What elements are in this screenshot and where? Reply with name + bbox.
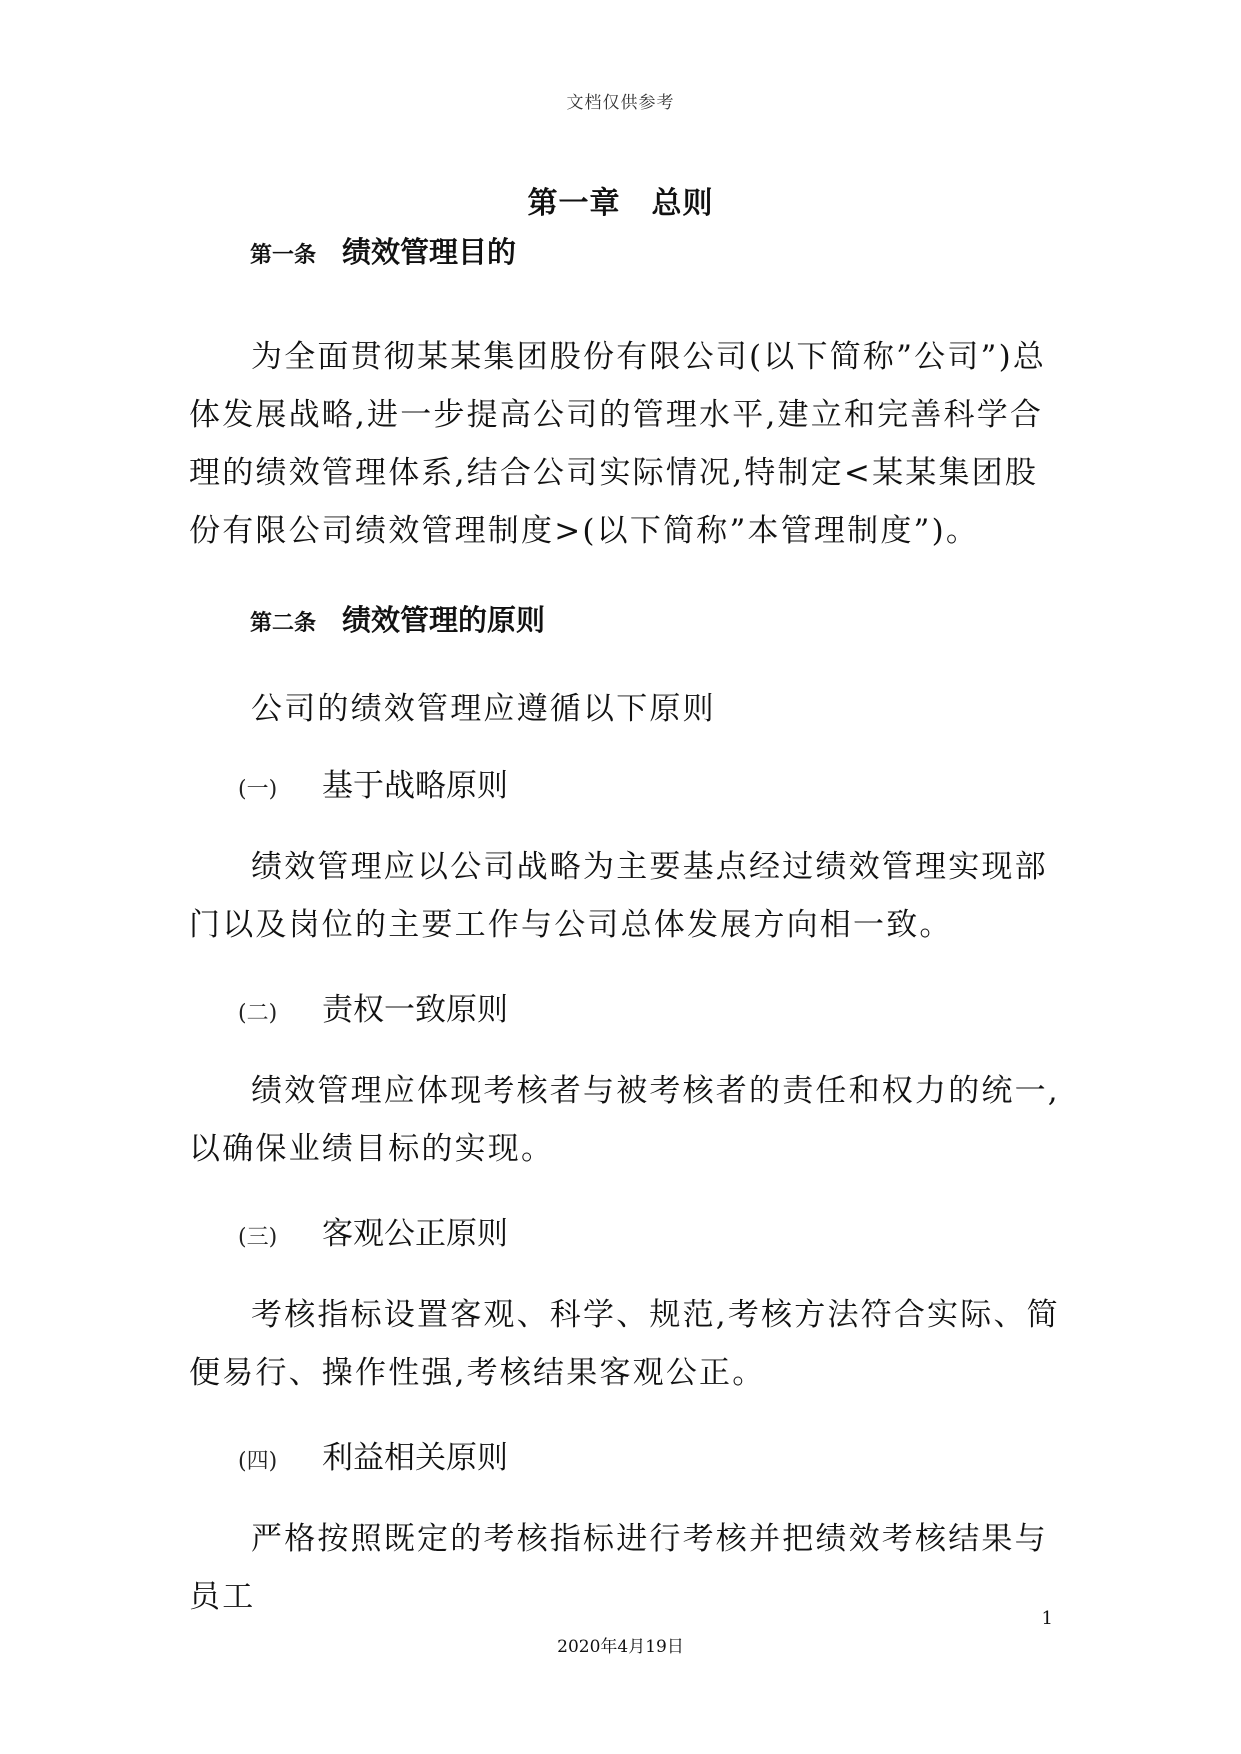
principle-heading-4	[238, 1432, 508, 1477]
article-2-title: 绩效管理的原则	[342, 603, 546, 637]
article-1-paragraph: 为全面贯彻某某集团股份有限公司(以下简称”公司”)总体发展战略,进一步提高公司的管理水平,建立和完善科学合理的绩效管理体系,结合公司实际情况,特制定<某某集团股份有限公司绩效管理制度>(以下简称”本管理制度”)。	[189, 339, 1047, 549]
article-1-number: 第一条	[250, 242, 317, 268]
principle-heading-1	[238, 760, 508, 805]
article-2-intro: 公司的绩效管理应遵循以下原则	[251, 691, 716, 727]
article-1-heading	[250, 230, 516, 271]
article-1-title: 绩效管理目的	[342, 235, 517, 269]
principle-mark-2: (二)	[238, 1001, 278, 1026]
chapter-title: 第一章 总则	[527, 186, 714, 221]
principle-heading-3	[238, 1208, 508, 1253]
page-number: 1	[1041, 1608, 1053, 1629]
principle-title-4: 利益相关原则	[322, 1440, 508, 1476]
principle-mark-4: (四)	[238, 1449, 278, 1474]
principle-text-3: 考核指标设置客观、科学、规范,考核方法符合实际、简便易行、操作性强,考核结果客观公正。	[189, 1297, 1060, 1391]
article-2-number: 第二条	[250, 610, 317, 636]
document-header-note: 文档仅供参考	[566, 93, 675, 113]
principle-title-1: 基于战略原则	[322, 768, 508, 804]
principle-heading-2	[238, 984, 508, 1029]
principle-title-2: 责权一致原则	[322, 992, 508, 1028]
principle-text-4: 严格按照既定的考核指标进行考核并把绩效考核结果与员工	[189, 1521, 1048, 1615]
principle-mark-3: (三)	[238, 1225, 278, 1250]
principle-text-2: 绩效管理应体现考核者与被考核者的责任和权力的统一,以确保业绩目标的实现。	[189, 1073, 1060, 1167]
principle-title-3: 客观公正原则	[322, 1216, 508, 1252]
article-2-heading	[250, 598, 545, 639]
principle-text-1: 绩效管理应以公司战略为主要基点经过绩效管理实现部门以及岗位的主要工作与公司总体发展方向相一致。	[189, 849, 1048, 943]
footer-date: 2020年4月19日	[557, 1637, 684, 1657]
principle-mark-1: (一)	[238, 777, 278, 802]
